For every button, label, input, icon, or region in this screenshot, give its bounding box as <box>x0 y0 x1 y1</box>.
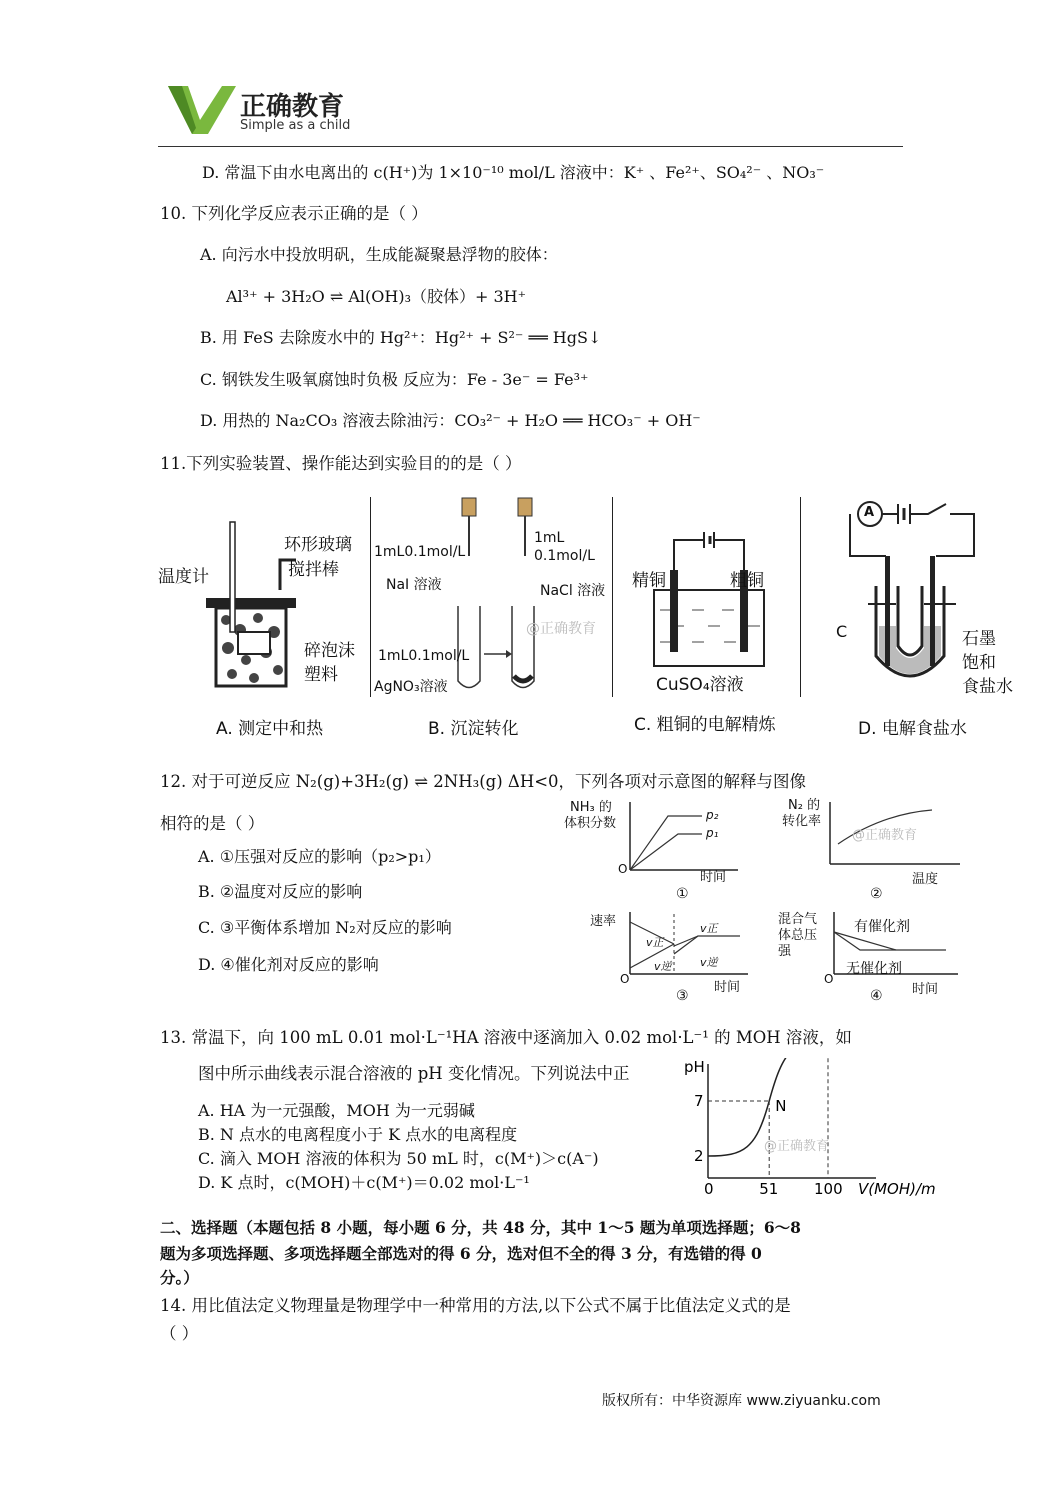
graph-4-origin: O <box>824 972 834 986</box>
graph-2-ylabel-1: N₂ 的 <box>788 798 821 813</box>
q13-option-b: B. N 点水的电离程度小于 K 点水的电离程度 <box>198 1125 518 1144</box>
label-b-nai-conc: 1mL0.1mol/L <box>374 544 466 560</box>
ph-ylabel: pH <box>684 1058 705 1076</box>
logo-title: 正确教育 <box>240 92 345 122</box>
graph-1-axes <box>620 800 740 872</box>
ph-watermark: @正确教育 <box>764 1139 830 1154</box>
section2-line2: 题为多项选择题、多项选择题全部选对的得 6 分，选对但不全的得 3 分，有选错的得 0 <box>160 1244 762 1263</box>
label-b-nai: NaI 溶液 <box>386 577 442 593</box>
graph-3-xlabel: 时间 <box>714 980 741 995</box>
q9-option-d: D. 常温下由水电离出的 c(H⁺)为 1×10⁻¹⁰ mol/L 溶液中：K⁺ 、Fe²⁺、SO₄²⁻ 、NO₃⁻ <box>202 163 825 182</box>
label-b-agno3-conc: 1mL0.1mol/L <box>378 648 470 664</box>
footer-copyright: 版权所有：中华资源库 www.ziyuanku.com <box>602 1393 881 1409</box>
q14-answer-paren: （ ） <box>160 1324 199 1343</box>
ph-xtick-100: 100 <box>814 1180 843 1198</box>
label-b-agno3: AgNO₃溶液 <box>374 679 448 695</box>
ph-chart <box>676 1058 936 1198</box>
q13-stem-line1: 13. 常温下，向 100 mL 0.01 mol·L⁻¹HA 溶液中逐滴加入 0.02 mol·L⁻¹ 的 MOH 溶液，如 <box>160 1028 852 1047</box>
label-d-graphite: 石墨 <box>962 629 996 649</box>
q12-stem-line1: 12. 对于可逆反应 N₂(g)+3H₂(g) ⇌ 2NH₃(g) ΔH<0，下列各项对示意图的解释与图像 <box>160 772 807 791</box>
graph-4-xlabel: 时间 <box>912 982 939 997</box>
graph-1-origin: O <box>618 862 628 876</box>
graph-2-watermark: @正确教育 <box>852 828 918 843</box>
q13-option-c: C. 滴入 MOH 溶液的体积为 50 mL 时，c(M⁺)＞c(A⁻) <box>198 1149 599 1168</box>
q12-stem-line2: 相符的是（ ） <box>160 814 265 833</box>
label-b-nacl-vol: 1mL <box>534 530 565 546</box>
q12-option-d: D. ④催化剂对反应的影响 <box>198 955 379 974</box>
graph-1-ylabel-1: NH₃ 的 <box>570 800 612 815</box>
caption-d: D. 电解食盐水 <box>858 719 967 739</box>
q10-option-b: B. 用 FeS 去除废水中的 Hg²⁺：Hg²⁺ + S²⁻ ══ HgS↓ <box>200 328 602 347</box>
divider-ab <box>370 497 371 697</box>
graph-2-xlabel: 温度 <box>912 872 939 887</box>
divider-cd <box>800 497 801 697</box>
graph-2-ylabel-2: 转化率 <box>782 814 822 829</box>
label-d-saturated: 饱和 <box>962 653 996 673</box>
graph-4-ylabel-2: 体总压 <box>778 928 818 943</box>
label-foam-1: 碎泡沫 <box>304 641 355 661</box>
label-d-carbon: C <box>836 622 848 641</box>
q10-stem: 10. 下列化学反应表示正确的是（ ） <box>160 204 428 223</box>
graph-1-p2: p₂ <box>706 808 719 822</box>
ph-ytick-7: 7 <box>694 1092 704 1110</box>
q14-stem: 14. 用比值法定义物理量是物理学中一种常用的方法,以下公式不属于比值法定义式的是 <box>160 1296 791 1315</box>
graph-1-xlabel: 时间 <box>700 870 727 885</box>
q10-option-d: D. 用热的 Na₂CO₃ 溶液去除油污：CO₃²⁻ + H₂O ══ HCO₃⁻ + OH⁻ <box>200 411 701 430</box>
label-ring-glass-1: 环形玻璃 <box>284 535 352 555</box>
label-c-cuso4: CuSO₄溶液 <box>656 675 744 695</box>
label-b-nacl-conc: 0.1mol/L <box>534 548 595 564</box>
section2-line3: 分。） <box>160 1268 199 1287</box>
label-d-ammeter: A <box>864 505 875 520</box>
q12-option-c: C. ③平衡体系增加 N₂对反应的影响 <box>198 918 452 937</box>
q10-option-a: A. 向污水中投放明矾，生成能凝聚悬浮物的胶体： <box>200 245 558 264</box>
graph-4-number: ④ <box>870 988 883 1004</box>
q11-stem: 11.下列实验装置、操作能达到实验目的的是（ ） <box>160 454 522 473</box>
q10-option-c: C. 钢铁发生吸氧腐蚀时负极 反应为：Fe - 3e⁻ = Fe³⁺ <box>200 370 589 389</box>
q13-stem-line2: 图中所示曲线表示混合溶液的 pH 变化情况。下列说法中正 <box>198 1064 630 1083</box>
graph-3-number: ③ <box>676 988 689 1004</box>
ph-xtick-0: 0 <box>704 1180 714 1198</box>
ph-xlabel: V(MOH)/mL <box>858 1180 936 1198</box>
graph-3-v-forward-2: v正 <box>700 922 718 935</box>
graph-1-ylabel-2: 体积分数 <box>564 816 617 831</box>
section2-line1: 二、选择题（本题包括 8 小题，每小题 6 分，共 48 分，其中 1～5 题为单项选择题；6～8 <box>160 1218 801 1237</box>
label-c-crude-copper: 粗铜 <box>730 571 764 591</box>
graph-4-ylabel-1: 混合气 <box>778 912 818 927</box>
label-thermometer: 温度计 <box>158 567 209 587</box>
q10-option-a-equation: Al³⁺ + 3H₂O ⇌ Al(OH)₃（胶体）+ 3H⁺ <box>226 287 527 306</box>
watermark-b: @正确教育 <box>526 621 596 637</box>
label-d-brine: 食盐水 <box>962 677 1013 697</box>
graph-4-ylabel-3: 强 <box>778 944 792 959</box>
q12-option-a: A. ①压强对反应的影响（p₂>p₁） <box>198 847 441 866</box>
graph-3-ylabel: 速率 <box>590 914 617 929</box>
label-b-nacl: NaCl 溶液 <box>540 583 606 599</box>
graph-2-number: ② <box>870 886 883 902</box>
header-rule <box>158 146 903 147</box>
q13-option-a: A. HA 为一元强酸，MOH 为一元弱碱 <box>198 1101 475 1120</box>
logo-slogan: Simple as a child <box>240 118 351 133</box>
graph-3-v-forward-1: v正 <box>646 936 664 949</box>
ph-ytick-2: 2 <box>694 1147 704 1165</box>
q13-option-d: D. K 点时，c(MOH)＋c(M⁺)＝0.02 mol·L⁻¹ <box>198 1173 530 1192</box>
graph-1-p1: p₁ <box>706 826 719 840</box>
caption-a: A. 测定中和热 <box>216 719 324 739</box>
ph-point-n-label: N <box>775 1097 787 1115</box>
caption-c: C. 粗铜的电解精炼 <box>634 715 776 735</box>
logo-v-icon <box>166 84 238 136</box>
figure-d-u-tube <box>846 496 976 706</box>
ph-xtick-51: 51 <box>759 1180 779 1198</box>
q12-option-b: B. ②温度对反应的影响 <box>198 882 363 901</box>
label-ring-glass-2: 搅拌棒 <box>288 560 339 580</box>
graph-3-origin: O <box>620 972 630 986</box>
label-foam-2: 塑料 <box>304 665 338 685</box>
figure-c-electrolysis <box>652 530 772 670</box>
graph-4-without-catalyst: 无催化剂 <box>846 961 902 977</box>
graph-3-v-reverse-1: v逆 <box>654 960 672 973</box>
caption-b: B. 沉淀转化 <box>428 719 519 739</box>
graph-4-with-catalyst: 有催化剂 <box>854 919 910 935</box>
graph-3-v-reverse-2: v逆 <box>700 956 718 969</box>
label-c-pure-copper: 精铜 <box>632 571 666 591</box>
divider-bc <box>612 497 613 697</box>
ph-chart-svg <box>676 1058 936 1198</box>
graph-1-number: ① <box>676 886 689 902</box>
graph-3-axes <box>620 910 750 976</box>
